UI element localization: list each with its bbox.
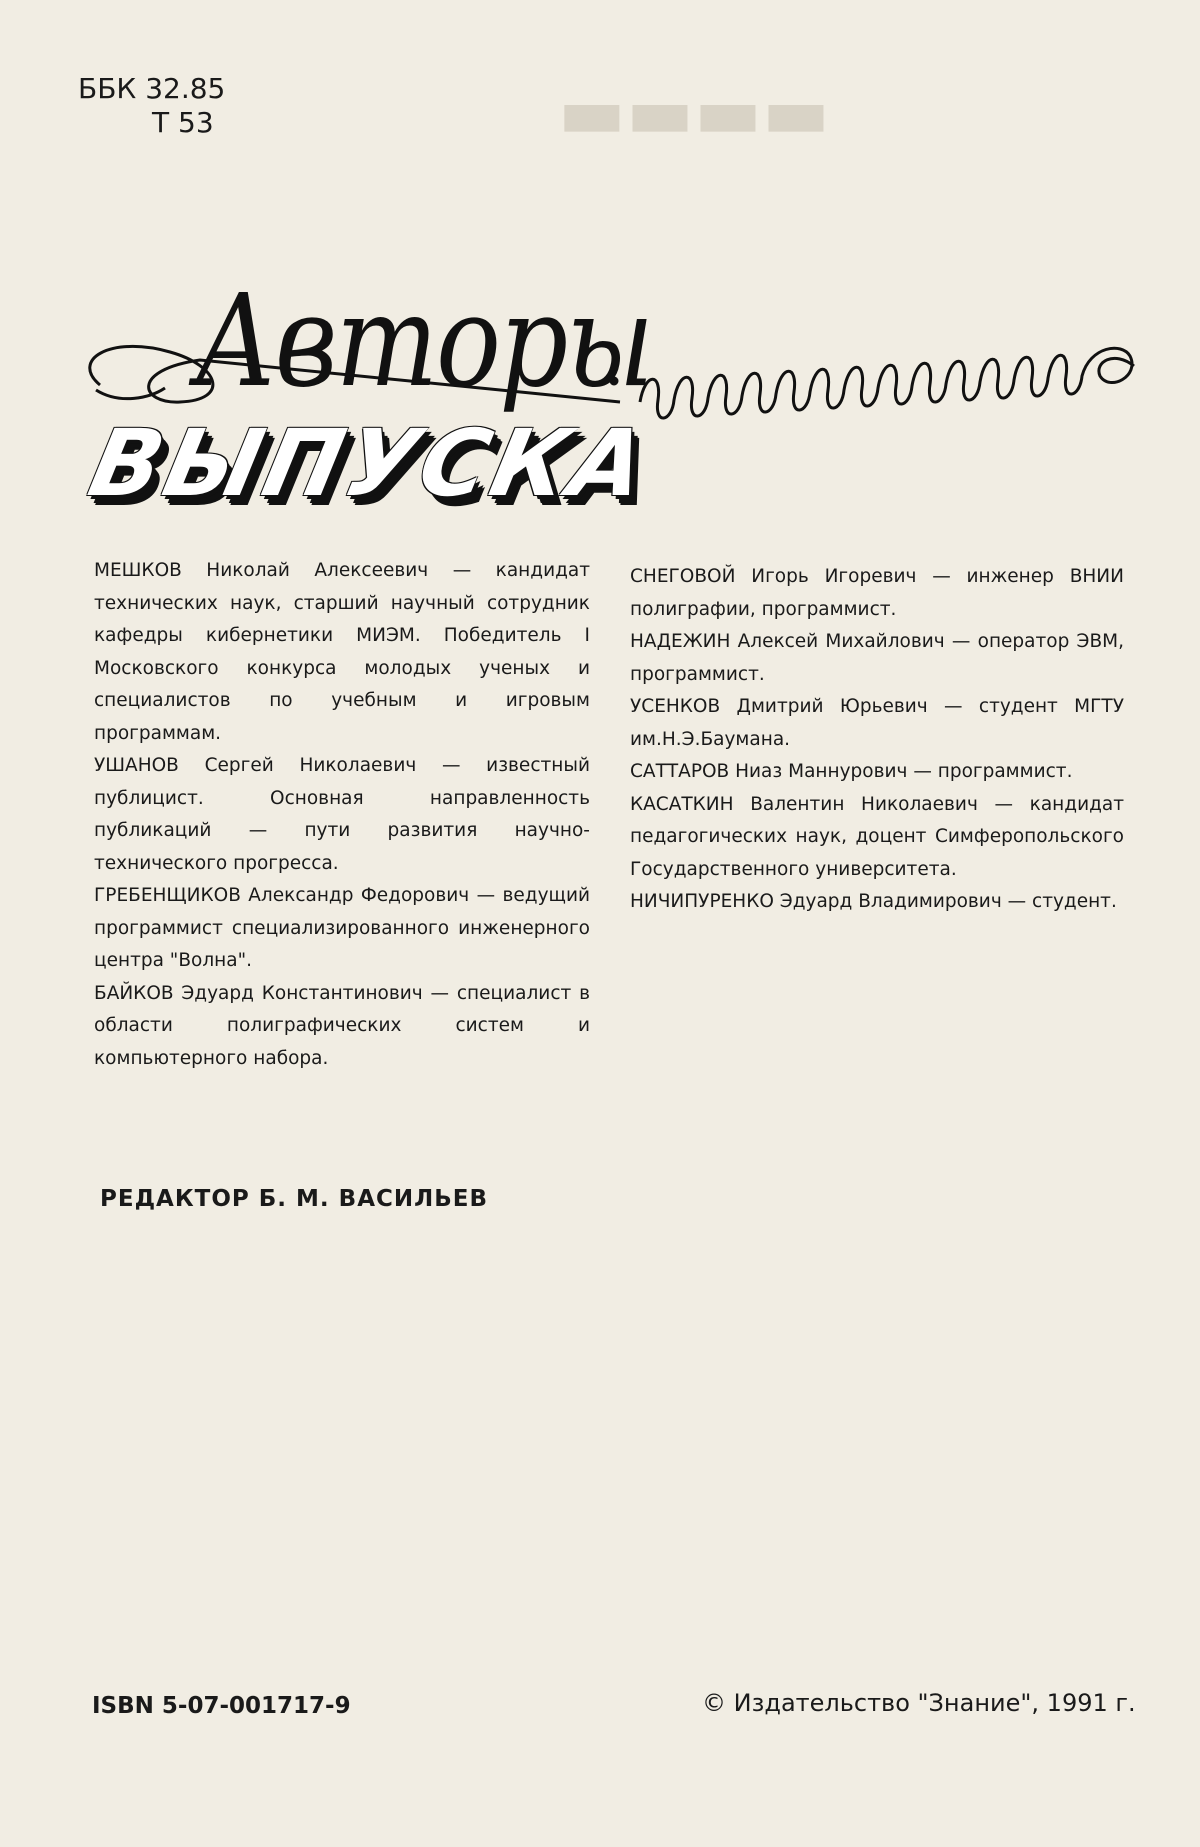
author-entry: ГРЕБЕНЩИКОВ Александр Федорович — ведущий программист специализированного инженерного центра "Волна". xyxy=(94,885,590,971)
author-entry: КАСАТКИН Валентин Николаевич — кандидат педагогических наук, доцент Симферопольского Государственного университета. xyxy=(630,793,1124,880)
authors-left-column xyxy=(94,555,590,1075)
authors-right-column xyxy=(630,561,1124,919)
bbk-line-1: ББК 32.85 xyxy=(78,72,226,105)
show-through-decoration: ▬▬▬▬ xyxy=(557,70,830,154)
author-entry: УСЕНКОВ Дмитрий Юрьевич — студент МГТУ им.Н.Э.Баумана. xyxy=(630,696,1124,750)
header-script-title: Авторы xyxy=(195,268,653,416)
author-entry: СНЕГОВОЙ Игорь Игоревич — инженер ВНИИ полиграфии, программист. xyxy=(630,566,1124,620)
author-entry: НАДЕЖИН Алексей Михайлович — оператор ЭВМ, программист. xyxy=(630,631,1124,685)
header-block-title: ВЫПУСКА xyxy=(80,410,659,517)
author-entry: НИЧИПУРЕНКО Эдуард Владимирович — студент. xyxy=(630,891,1117,912)
author-entry: БАЙКОВ Эдуард Константинович — специалист в области полиграфических систем и компьютерного набора. xyxy=(94,982,590,1069)
bbk-line-2: Т 53 xyxy=(152,106,214,139)
author-entry: САТТАРОВ Ниаз Маннурович — программист. xyxy=(630,761,1073,782)
author-entry: МЕШКОВ Николай Алексеевич — кандидат технических наук, старший научный сотрудник кафедры кибернетики МИЭМ. Победитель I Московского конкурса молодых ученых и специалистов по учебным и игровым программам. xyxy=(94,560,590,744)
isbn: ISBN 5-07-001717-9 xyxy=(92,1693,351,1719)
author-entry: УШАНОВ Сергей Николаевич — известный публицист. Основная направленность публикаций — пути развития научно-технического прогресса. xyxy=(94,755,590,874)
copyright-notice: © Издательство "Знание", 1991 г. xyxy=(702,1689,1136,1717)
editor-credit: РЕДАКТОР Б. М. ВАСИЛЬЕВ xyxy=(100,1186,489,1212)
